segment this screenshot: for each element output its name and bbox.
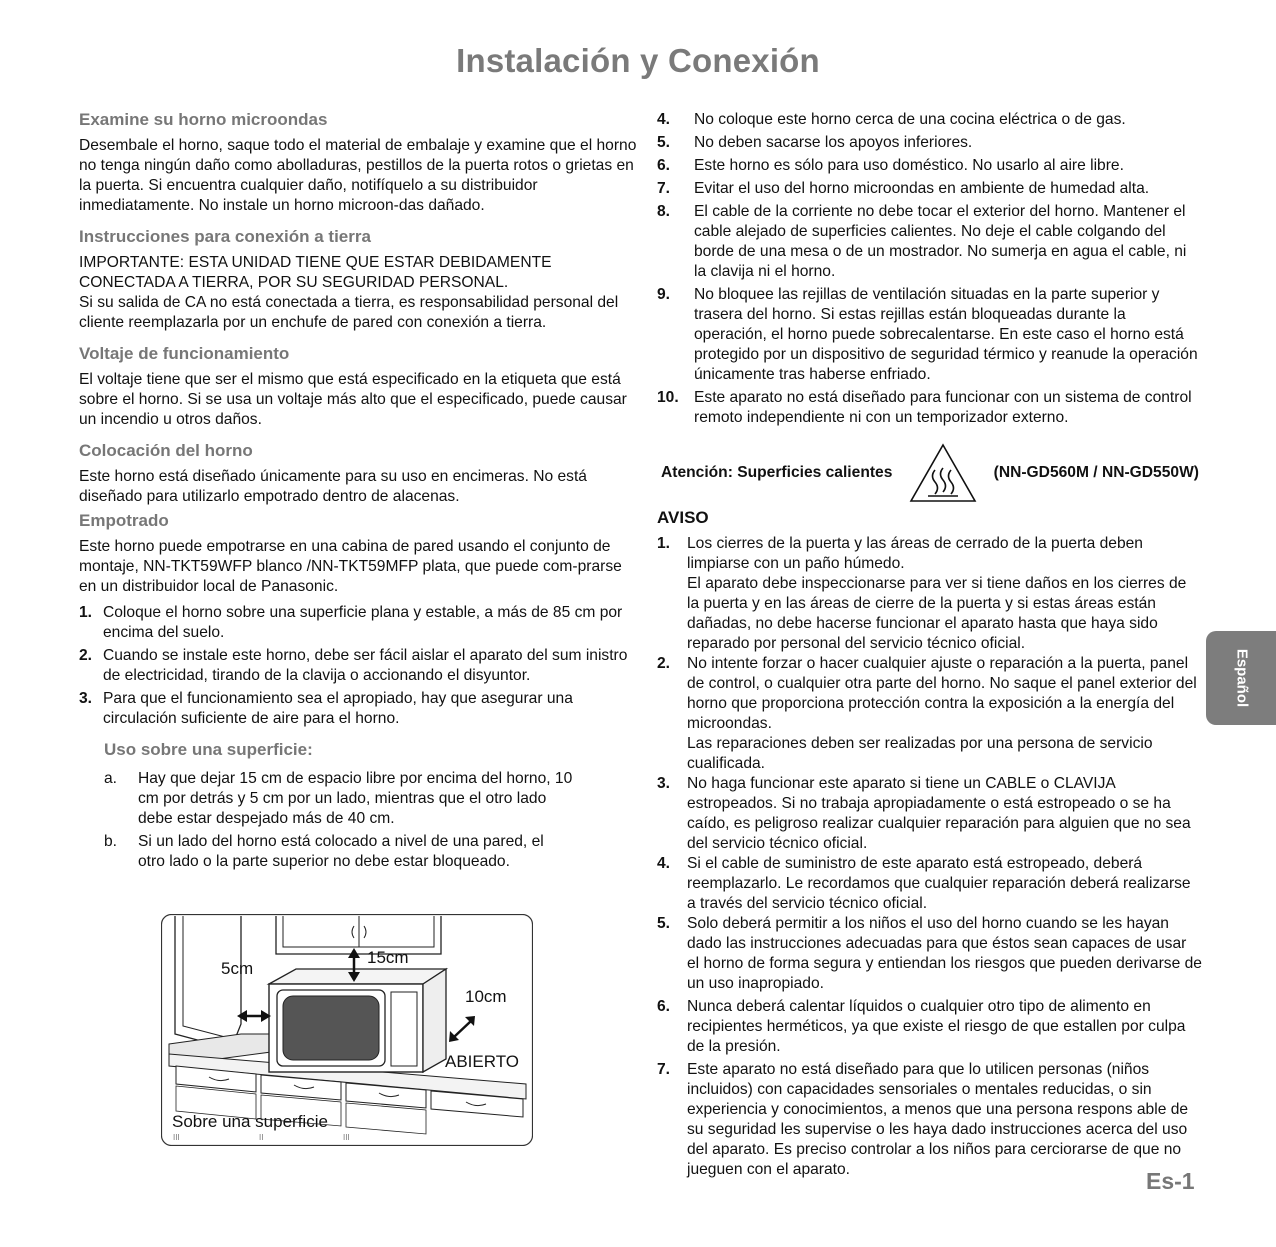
list-item <box>657 534 1202 654</box>
label-10cm: 10cm <box>465 987 507 1006</box>
item-text: El cable de la corriente no debe tocar el exterior del horno. Mantener el cable alejado de superficies calientes. No deje el cable colgando del borde de una mesa o de un mostrador. No sumerja en agua el cable, ni la clavija ni el horno. <box>694 203 1187 280</box>
item-number: 7. <box>657 180 671 197</box>
language-tab-label: Español <box>1233 648 1251 708</box>
tierra-text: Si su salida de CA no está conectada a tierra, es responsabilidad personal del cliente reemplazarla por un enchufe de pared con conexión a tierra. <box>79 294 619 331</box>
colocacion-text: Este horno está diseñado únicamente para su uso en encimeras. No está diseñado para utilizarlo empotrado dentro de alacenas. <box>79 468 587 505</box>
item-number: 6. <box>657 157 671 174</box>
list-item <box>657 854 1202 914</box>
list-item <box>79 603 637 643</box>
item-number: 3. <box>657 775 671 792</box>
item-text: Si un lado del horno está colocado a nivel de una pared, el otro lado o la parte superior no debe estar bloqueado. <box>138 833 544 870</box>
list-item <box>657 179 1202 199</box>
item-text: Este horno es sólo para uso doméstico. No usarlo al aire libre. <box>694 157 1124 174</box>
item-number: 8. <box>657 203 671 220</box>
section-heading-examine: Examine su horno microondas <box>79 110 328 129</box>
item-text: Hay que dejar 15 cm de espacio libre por encima del horno, 10 cm por detrás y 5 cm por un lado, mientras que el otro lado debe estar despejado más de 40 cm. <box>138 770 573 827</box>
item-letter: b. <box>104 833 118 850</box>
item-text-main: No intente forzar o hacer cualquier ajuste o reparación a la puerta, panel de control, o cualquier otra parte del horno. No saque el panel exterior del horno que proporciona protección contra la exposición a la energía del microondas. <box>687 655 1197 732</box>
left-column <box>79 110 637 875</box>
list-item <box>657 388 1202 428</box>
item-text <box>687 654 1202 774</box>
list-item <box>657 156 1202 176</box>
list-item <box>79 646 637 686</box>
item-text-extra: El aparato debe inspeccionarse para ver si tiene daños en los cierres de la puerta y en las áreas de cierre de la puerta y si estas áreas están dañadas, no debe hacerse funcionar el aparato hasta que haya sido reparado por personal del servicio técnico oficial. <box>687 575 1187 652</box>
warning-models: (NN-GD560M / NN-GD550W) <box>993 464 1199 481</box>
item-text <box>687 534 1202 654</box>
item-number: 6. <box>657 998 671 1015</box>
list-item <box>657 202 1202 282</box>
item-number: 4. <box>657 111 671 128</box>
svg-text:III: III <box>173 1133 180 1142</box>
list-item <box>657 774 1202 854</box>
examine-text: Desembale el horno, saque todo el material de embalaje y examine que el horno no tenga ningún daño como abolladuras, pestillos de la puerta rotos o grietas en la puerta. Si encuentra cualquier daño, notifíquelo a su distribuidor inmediatamente. No instale un horno microon-das dañado. <box>79 137 637 214</box>
item-number: 10. <box>657 389 679 406</box>
svg-text:III: III <box>343 1133 350 1142</box>
section-heading-colocacion: Colocación del horno <box>79 441 253 460</box>
label-abierto: ABIERTO <box>445 1052 520 1071</box>
item-text: Para que el funcionamiento sea el apropiado, hay que asegurar una circulación suficiente de aire para el horno. <box>103 690 573 727</box>
item-text: No bloquee las rejillas de ventilación situadas en la parte superior y trasera del horno. Si estas rejillas están bloqueadas durante la operación, el horno puede sobrecalentarse. En este caso el horno está protegido por un dispositivo de seguridad térmico y reanude la operación únicamente tras haberse enfriado. <box>694 286 1198 383</box>
item-number: 3. <box>79 690 93 707</box>
item-text: Este aparato no está diseñado para que lo utilicen personas (niños incluidos) con capacidades sensoriales o mentales reducidas, o sin experiencia y conocimientos, a menos que una persona respons able de su seguridad les supervise o les haya dado instrucciones acerca del uso del aparato. Es preciso controlar a los niños para cerciorarse de que no jueguen con el aparato. <box>687 1061 1189 1178</box>
list-item <box>657 1060 1202 1180</box>
item-text-extra: Las reparaciones deben ser realizadas por una persona de servicio cualificada. <box>687 735 1153 772</box>
hot-surface-icon <box>908 442 978 504</box>
hot-surface-warning <box>661 442 1199 504</box>
item-text: No haga funcionar este aparato si tiene un CABLE o CLAVIJA estropeados. Si no trabaja apropiadamente o está estropeado o se ha caído, es peligroso realizar cualquier reparación para alguien que no sea del servicio técnico oficial. <box>687 775 1191 852</box>
item-number: 5. <box>657 134 671 151</box>
item-number: 5. <box>657 915 671 932</box>
label-15cm: 15cm <box>367 948 409 967</box>
empotrado-text: Este horno puede empotrarse en una cabina de pared usando el conjunto de montaje, NN-TKT59WFP blanco /NN-TKT59MFP plata, que puede com-prarse en un distribuidor local de Panasonic. <box>79 538 622 595</box>
section-heading-superficie: Uso sobre una superficie: <box>104 740 313 759</box>
item-number: 9. <box>657 286 671 303</box>
list-item <box>657 914 1202 994</box>
tierra-important: IMPORTANTE: ESTA UNIDAD TIENE QUE ESTAR DEBIDAMENTE CONECTADA A TIERRA, POR SU SEGURIDAD PERSONAL. <box>79 254 552 291</box>
list-item <box>104 769 574 829</box>
item-text: Coloque el horno sobre una superficie plana y estable, a más de 85 cm por encima del suelo. <box>103 604 623 641</box>
item-text: Este aparato no está diseñado para funcionar con un sistema de control remoto independiente ni con un temporizador externo. <box>694 389 1192 426</box>
item-number: 7. <box>657 1061 671 1078</box>
item-text: Si el cable de suministro de este aparato está estropeado, deberá reemplazarlo. Le recordamos que cualquier reparación deberá realizarse a través del servicio técnico oficial. <box>687 855 1191 912</box>
list-item <box>104 832 574 872</box>
item-text: Nunca deberá calentar líquidos o cualquier otro tipo de alimento en recipientes herméticos, ya que existe el riesgo de que estallen por culpa de la presión. <box>687 998 1186 1055</box>
item-text: Cuando se instale este horno, debe ser fácil aislar el aparato del sum inistro de electricidad, tirando de la clavija o accionando el disyuntor. <box>103 647 628 684</box>
voltaje-text: El voltaje tiene que ser el mismo que está especificado en la etiqueta que está sobre el horno. Si se usa un voltaje más alto que el especificado, puede causar un incendio u otros daños. <box>79 371 627 428</box>
list-item <box>657 997 1202 1057</box>
list-item <box>657 285 1202 385</box>
item-number: 2. <box>657 655 671 672</box>
page-number: Es-1 <box>1146 1168 1195 1194</box>
aviso-heading: AVISO <box>657 508 709 527</box>
warning-label: Atención: Superficies calientes <box>661 464 893 481</box>
section-heading-empotrado: Empotrado <box>79 511 169 530</box>
page-title: Instalación y Conexión <box>456 42 820 79</box>
list-item <box>657 133 1202 153</box>
label-5cm: 5cm <box>221 959 254 978</box>
item-text: No deben sacarse los apoyos inferiores. <box>694 134 973 151</box>
item-number: 1. <box>657 535 671 552</box>
section-heading-tierra: Instrucciones para conexión a tierra <box>79 227 371 246</box>
superficie-section <box>104 740 637 872</box>
item-number: 2. <box>79 647 93 664</box>
item-text: Evitar el uso del horno microondas en ambiente de humedad alta. <box>694 180 1150 197</box>
right-column <box>657 110 1202 1183</box>
item-text: Solo deberá permitir a los niños el uso del horno cuando se les hayan dado las instrucciones adecuadas para que éstos sean capaces de usar el horno de forma segura y entiendan los riesgos que pueden derivarse de un uso inapropiado. <box>687 915 1202 992</box>
list-item <box>657 110 1202 130</box>
language-tab <box>1206 631 1276 725</box>
list-item <box>657 654 1202 774</box>
svg-text:II: II <box>259 1133 264 1142</box>
list-item <box>79 689 637 729</box>
item-text: No coloque este horno cerca de una cocina eléctrica o de gas. <box>694 111 1126 128</box>
figure-caption: Sobre una superficie <box>172 1112 328 1131</box>
item-number: 1. <box>79 604 93 621</box>
item-letter: a. <box>104 770 118 787</box>
item-text-main: Los cierres de la puerta y las áreas de cerrado de la puerta deben limpiarse con un paño húmedo. <box>687 535 1143 572</box>
section-heading-voltaje: Voltaje de funcionamiento <box>79 344 290 363</box>
item-number: 4. <box>657 855 671 872</box>
oven-clearance-figure <box>161 914 533 1146</box>
